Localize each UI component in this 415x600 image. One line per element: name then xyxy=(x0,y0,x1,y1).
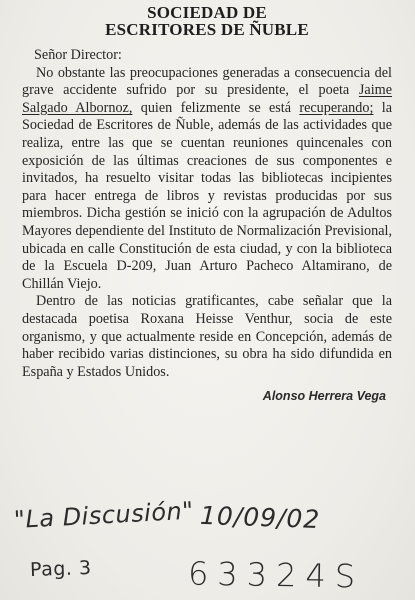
headline-line-1: SOCIEDAD DE xyxy=(147,3,267,22)
recovering-word: recuperando; xyxy=(299,99,374,116)
newspaper-clipping xyxy=(22,4,392,403)
handwritten-catalog-number: 63324S xyxy=(187,554,365,596)
salutation: Señor Director: xyxy=(34,47,122,63)
headline-line-2: ESCRITORES DE ÑUBLE xyxy=(105,20,309,39)
letter-paragraph-1 xyxy=(22,65,392,294)
poet-name: Jaime Salgado Albornoz, xyxy=(22,82,392,116)
author-signature: Alonso Herrera Vega xyxy=(262,389,386,404)
paragraph-1-intro: No obstante las preocupaciones generadas a consecuencia del grave accidente sufrido por su presidente, el poeta xyxy=(22,64,392,99)
handwritten-source: "La Discusión" xyxy=(13,496,195,534)
paragraph-1-middle: quien felizmente se está xyxy=(132,99,300,116)
paragraph-1-body: la Sociedad de Escritores de Ñuble, además de las actividades que realiza, entre las que se cuentan reuniones quincenales con exposición de las últimas creaciones de sus componentes e invitados, ha resuelto visitar todas las bibliotecas incipientes para hacer entrega de libros y revistas producidas por sus miembros. Dicha gestión se inició con la agrupación de Adultos Mayores dependiente del Instituto de Normalización Previsional, ubicada en calle Constitución de esta ciudad, y con la biblioteca de la Escuela D-209, Juan Arturo Pacheco Altamirano, de Chillán Viejo. xyxy=(22,99,392,292)
handwritten-date: 10/09/02 xyxy=(199,500,321,535)
letter-paragraph-2: Dentro de las noticias gratificantes, cabe señalar que la destacada poetisa Roxana Heisse Venthur, socia de este organismo, y que actualmente reside en Concepción, además de haber recibido varias distinciones, su obra ha sido difundida en España y Estados Unidos. xyxy=(22,293,392,380)
handwritten-page: Pag. 3 xyxy=(29,556,92,582)
headline xyxy=(22,4,392,38)
